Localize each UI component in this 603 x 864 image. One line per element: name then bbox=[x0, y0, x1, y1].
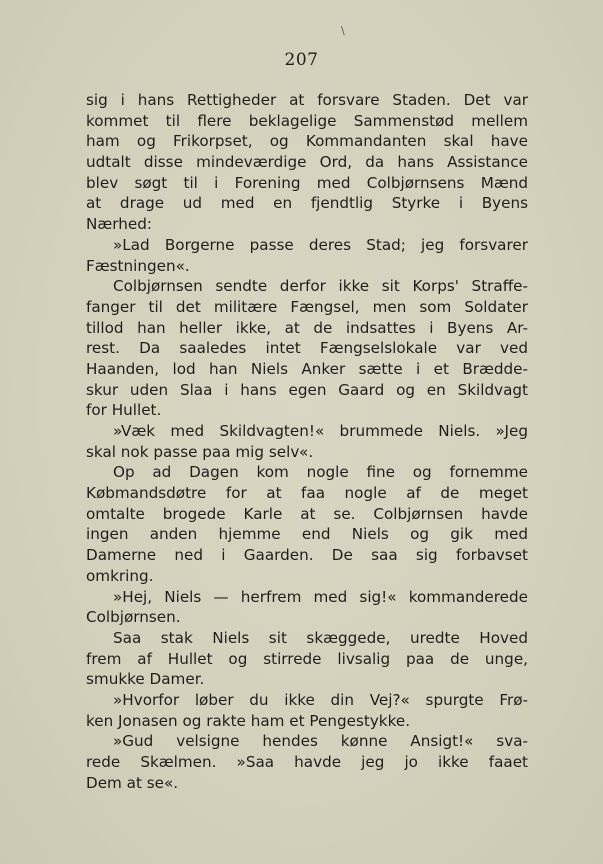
text-line: ken Jonasen og rakte ham et Pengestykke. bbox=[86, 711, 411, 730]
text-line: »Gud velsigne hendes kønne Ansigt!« sva- bbox=[113, 732, 528, 751]
text-line: Op ad Dagen kom nogle fine og fornemme bbox=[113, 463, 528, 482]
text-line: »Væk med Skildvagten!« brummede Niels. »Jeg bbox=[113, 422, 528, 440]
text-line: skal nok passe paa mig selv«. bbox=[86, 442, 314, 461]
text-line: smukke Damer. bbox=[86, 670, 205, 689]
text-line: frem af Hullet og stirrede livsalig paa de unge, bbox=[86, 649, 528, 668]
text-line: ham og Frikorpset, og Kommandanten skal have bbox=[86, 132, 528, 151]
text-line: Dem at se«. bbox=[86, 773, 179, 792]
text-line: rede Skælmen. »Saa havde jeg jo ikke faaet bbox=[86, 753, 528, 771]
text-line: omtalte brogede Karle at se. Colbjørnsen havde bbox=[86, 504, 528, 523]
text-line: at drage ud med en fjendtlig Styrke i Byens bbox=[86, 194, 528, 213]
text-line: ingen anden hjemme end Niels og gik med bbox=[86, 525, 528, 544]
text-line: fanger til det militære Fængsel, men som Soldater bbox=[86, 297, 528, 316]
text-line: Købmandsdøtre for at faa nogle af de meget bbox=[86, 484, 528, 503]
text-line: Saa stak Niels sit skæggede, uredte Hoved bbox=[113, 628, 528, 647]
text-line: Colbjørnsen. bbox=[86, 608, 181, 627]
text-line: »Hej, Niels — herfrem med sig!« kommanderede bbox=[113, 587, 528, 606]
text-line: Colbjørnsen sendte derfor ikke sit Korps' Straffe- bbox=[113, 277, 528, 296]
text-line: »Lad Borgerne passe deres Stad; jeg forsvarer bbox=[113, 235, 528, 254]
text-line: Haanden, lod han Niels Anker sætte i et Brædde- bbox=[86, 359, 528, 378]
text-line: blev søgt til i Forening med Colbjørnsens Mænd bbox=[86, 173, 528, 192]
text-line: Damerne ned i Gaarden. De saa sig forbavset bbox=[86, 546, 528, 565]
text-line: tillod han heller ikke, at de indsattes i Byens Ar- bbox=[86, 318, 528, 337]
text-line: skur uden Slaa i hans egen Gaard og en Skildvagt bbox=[86, 380, 528, 399]
page-number: 207 bbox=[284, 50, 319, 70]
text-line: omkring. bbox=[86, 566, 154, 585]
text-line: udtalt disse mindeværdige Ord, da hans Assistance bbox=[86, 153, 528, 172]
margin-mark: \ bbox=[341, 24, 345, 37]
text-line: Nærhed: bbox=[86, 215, 152, 234]
text-line: rest. Da saaledes intet Fængselslokale var ved bbox=[86, 339, 528, 358]
text-line: Fæstningen«. bbox=[86, 256, 190, 275]
text-line: »Hvorfor løber du ikke din Vej?« spurgte Frø- bbox=[113, 690, 528, 709]
text-line: for Hullet. bbox=[86, 401, 162, 420]
text-line: sig i hans Rettigheder at forsvare Staden. Det var bbox=[86, 91, 528, 109]
text-line: kommet til flere beklagelige Sammenstød mellem bbox=[86, 111, 528, 130]
body-text bbox=[86, 90, 528, 793]
